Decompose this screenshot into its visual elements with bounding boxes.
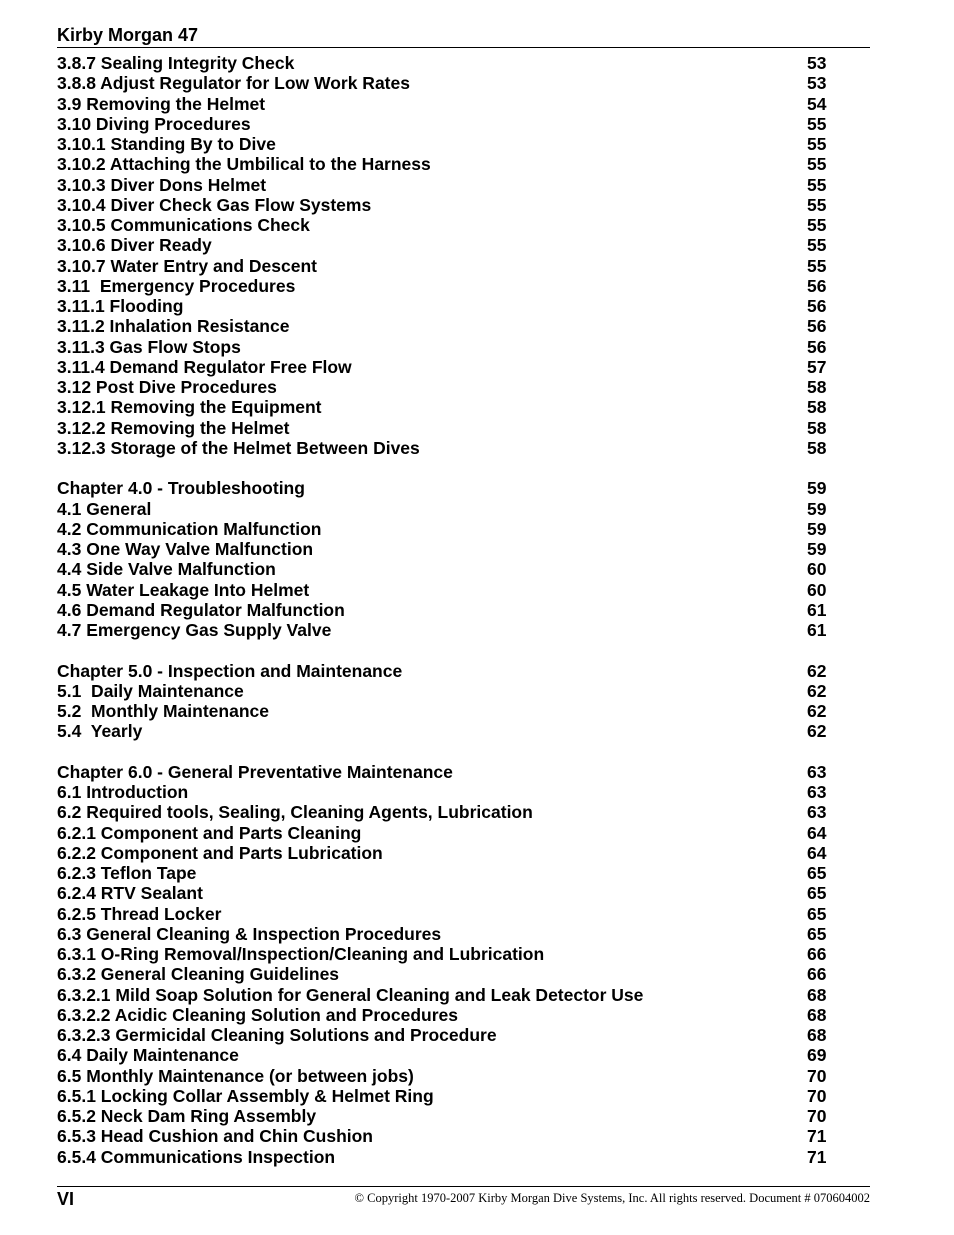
- toc-entry[interactable]: [57, 357, 837, 377]
- toc-entry-page: 56: [807, 275, 827, 296]
- toc-entry-title: 4.1 General: [57, 498, 152, 519]
- toc-entry-title: 3.12 Post Dive Procedures: [57, 377, 277, 397]
- copyright-notice: © Copyright 1970-2007 Kirby Morgan Dive Systems, Inc. All rights reserved. Document # 070604002: [354, 1191, 870, 1205]
- toc-entry[interactable]: [57, 1147, 837, 1167]
- toc-entry-title: 4.5 Water Leakage Into Helmet: [57, 579, 310, 600]
- table-of-contents: [57, 53, 837, 1167]
- toc-entry-title: 6.2.4 RTV Sealant: [57, 883, 203, 904]
- toc-entry-title: 3.11.3 Gas Flow Stops: [57, 336, 241, 357]
- toc-entry-page: 62: [807, 701, 827, 721]
- toc-entry[interactable]: [57, 661, 837, 681]
- toc-entry-title: 3.12.2 Removing the Helmet: [57, 417, 290, 438]
- toc-entry[interactable]: [57, 701, 837, 721]
- toc-entry[interactable]: [57, 904, 837, 924]
- toc-entry[interactable]: [57, 863, 837, 883]
- toc-entry-page: 60: [807, 579, 827, 600]
- document-title: Kirby Morgan 47: [57, 25, 199, 45]
- toc-entry[interactable]: [57, 175, 837, 195]
- toc-entry[interactable]: [57, 397, 837, 417]
- toc-entry-page: 65: [807, 863, 827, 883]
- toc-entry-page: 63: [807, 802, 827, 823]
- toc-entry-page: 66: [807, 944, 827, 964]
- toc-entry-title: 6.5 Monthly Maintenance (or between jobs): [57, 1065, 414, 1086]
- toc-entry-page: 70: [807, 1065, 827, 1086]
- toc-entry-page: 68: [807, 1004, 827, 1025]
- toc-entry[interactable]: [57, 580, 837, 600]
- toc-entry-page: 58: [807, 437, 827, 458]
- toc-entry[interactable]: [57, 782, 837, 802]
- toc-entry-title: 6.3.2.2 Acidic Cleaning Solution and Procedures: [57, 1004, 458, 1025]
- toc-entry-title: 3.10.3 Diver Dons Helmet: [57, 174, 267, 195]
- toc-entry-title: 6.2.1 Component and Parts Cleaning: [57, 822, 362, 843]
- toc-entry[interactable]: [57, 1086, 837, 1106]
- toc-entry-title: 3.11.2 Inhalation Resistance: [57, 316, 290, 337]
- toc-entry[interactable]: [57, 316, 837, 336]
- toc-entry-page: 69: [807, 1045, 827, 1066]
- toc-entry-title: 6.2 Required tools, Sealing, Cleaning Agents, Lubrication: [57, 802, 533, 823]
- toc-entry-page: 70: [807, 1085, 827, 1106]
- toc-entry-page: 71: [807, 1146, 827, 1167]
- toc-entry[interactable]: [57, 985, 837, 1005]
- toc-entry[interactable]: [57, 73, 837, 93]
- toc-entry-page: 59: [807, 478, 827, 499]
- toc-entry-title: 6.2.2 Component and Parts Lubrication: [57, 842, 383, 863]
- toc-entry-title: 6.5.3 Head Cushion and Chin Cushion: [57, 1126, 373, 1147]
- toc-entry[interactable]: [57, 762, 837, 782]
- toc-entry-title: 4.4 Side Valve Malfunction: [57, 559, 276, 580]
- toc-entry[interactable]: [57, 94, 837, 114]
- toc-entry-page: 70: [807, 1106, 827, 1126]
- toc-entry[interactable]: [57, 337, 837, 357]
- toc-entry-title: 6.5.2 Neck Dam Ring Assembly: [57, 1106, 317, 1126]
- toc-entry-page: 54: [807, 93, 827, 114]
- toc-entry[interactable]: [57, 377, 837, 397]
- toc-entry-title: 6.3.1 O-Ring Removal/Inspection/Cleaning and Lubrication: [57, 944, 545, 964]
- toc-entry-page: 62: [807, 721, 827, 742]
- toc-entry[interactable]: [57, 681, 837, 701]
- toc-entry-title: 3.9 Removing the Helmet: [57, 93, 266, 114]
- toc-entry[interactable]: [57, 823, 837, 843]
- toc-entry[interactable]: [57, 620, 837, 640]
- toc-entry[interactable]: [57, 418, 837, 438]
- toc-entry-title: 4.2 Communication Malfunction: [57, 518, 322, 539]
- toc-entry[interactable]: [57, 195, 837, 215]
- page-footer: [57, 1186, 870, 1209]
- toc-entry-page: 59: [807, 518, 827, 539]
- toc-entry[interactable]: [57, 114, 837, 134]
- toc-entry[interactable]: [57, 721, 837, 741]
- toc-entry-title: 6.4 Daily Maintenance: [57, 1045, 239, 1066]
- toc-entry-title: 3.11.4 Demand Regulator Free Flow: [57, 356, 352, 377]
- toc-entry-title: 3.12.3 Storage of the Helmet Between Dives: [57, 437, 420, 458]
- toc-entry[interactable]: [57, 53, 837, 73]
- toc-entry[interactable]: [57, 1066, 837, 1086]
- toc-entry-page: 71: [807, 1126, 827, 1147]
- toc-entry[interactable]: [57, 1045, 837, 1065]
- toc-entry-page: 58: [807, 417, 827, 438]
- toc-entry[interactable]: [57, 964, 837, 984]
- toc-entry-page: 68: [807, 984, 827, 1005]
- toc-entry-title: 5.4 Yearly: [57, 721, 143, 742]
- toc-entry-page: 56: [807, 336, 827, 357]
- toc-entry-title: 3.10.2 Attaching the Umbilical to the Harness: [57, 154, 431, 175]
- toc-entry-title: 6.1 Introduction: [57, 782, 189, 802]
- toc-entry-title: 4.6 Demand Regulator Malfunction: [57, 599, 345, 620]
- toc-entry[interactable]: [57, 924, 837, 944]
- toc-entry-title: 6.2.5 Thread Locker: [57, 903, 222, 924]
- toc-entry[interactable]: [57, 559, 837, 579]
- toc-entry-title: Chapter 5.0 - Inspection and Maintenance: [57, 660, 403, 681]
- toc-entry-page: 55: [807, 154, 827, 175]
- toc-entry[interactable]: [57, 519, 837, 539]
- toc-entry-title: 3.10.5 Communications Check: [57, 215, 310, 235]
- toc-entry-page: 56: [807, 296, 827, 316]
- toc-entry-page: 55: [807, 255, 827, 276]
- toc-entry-title: 4.3 One Way Valve Malfunction: [57, 539, 314, 559]
- toc-entry-page: 55: [807, 215, 827, 235]
- toc-entry-page: 60: [807, 559, 827, 580]
- toc-entry[interactable]: [57, 883, 837, 903]
- toc-entry-title: 3.10.4 Diver Check Gas Flow Systems: [57, 194, 372, 215]
- toc-entry-title: 6.3 General Cleaning & Inspection Procedures: [57, 923, 442, 944]
- toc-entry[interactable]: [57, 134, 837, 154]
- toc-entry[interactable]: [57, 276, 837, 296]
- toc-entry-page: 53: [807, 73, 827, 94]
- toc-entry[interactable]: [57, 235, 837, 255]
- toc-entry-title: Chapter 4.0 - Troubleshooting: [57, 478, 305, 499]
- toc-entry-title: 4.7 Emergency Gas Supply Valve: [57, 620, 332, 640]
- toc-entry-page: 65: [807, 883, 827, 904]
- toc-entry-page: 63: [807, 782, 827, 802]
- toc-entry-page: 55: [807, 174, 827, 195]
- toc-entry-page: 53: [807, 53, 827, 73]
- toc-entry[interactable]: [57, 600, 837, 620]
- toc-entry-page: 68: [807, 1025, 827, 1045]
- toc-entry-page: 58: [807, 377, 827, 397]
- toc-entry-page: 58: [807, 397, 827, 418]
- toc-entry[interactable]: [57, 478, 837, 498]
- toc-entry[interactable]: [57, 802, 837, 822]
- section-spacer: [57, 640, 837, 660]
- toc-entry-page: 66: [807, 964, 827, 985]
- section-spacer: [57, 742, 837, 762]
- toc-entry-page: 61: [807, 620, 827, 640]
- toc-entry-page: 61: [807, 599, 827, 620]
- toc-entry-page: 57: [807, 356, 827, 377]
- toc-entry-title: 5.1 Daily Maintenance: [57, 680, 244, 701]
- toc-entry-page: 64: [807, 842, 827, 863]
- toc-entry-title: 3.10.7 Water Entry and Descent: [57, 255, 318, 276]
- toc-entry-title: 6.5.4 Communications Inspection: [57, 1146, 336, 1167]
- toc-entry-title: Chapter 6.0 - General Preventative Maintenance: [57, 761, 453, 782]
- toc-entry[interactable]: [57, 499, 837, 519]
- toc-entry-page: 55: [807, 113, 827, 134]
- toc-entry-page: 56: [807, 316, 827, 337]
- toc-entry-title: 6.3.2.3 Germicidal Cleaning Solutions and Procedure: [57, 1025, 497, 1045]
- toc-entry-title: 6.3.2 General Cleaning Guidelines: [57, 964, 340, 985]
- toc-entry[interactable]: [57, 944, 837, 964]
- toc-entry-title: 3.8.7 Sealing Integrity Check: [57, 53, 295, 73]
- toc-entry-title: 3.10.6 Diver Ready: [57, 235, 212, 256]
- toc-entry-page: 59: [807, 539, 827, 559]
- toc-entry[interactable]: [57, 539, 837, 559]
- toc-entry-title: 3.12.1 Removing the Equipment: [57, 397, 322, 418]
- toc-entry[interactable]: [57, 296, 837, 316]
- toc-entry-title: 3.11.1 Flooding: [57, 296, 184, 316]
- toc-entry-page: 55: [807, 235, 827, 256]
- toc-entry-page: 55: [807, 194, 827, 215]
- toc-entry-page: 64: [807, 822, 827, 843]
- toc-entry[interactable]: [57, 1126, 837, 1146]
- toc-entry-title: 3.10 Diving Procedures: [57, 113, 251, 134]
- toc-entry[interactable]: [57, 256, 837, 276]
- toc-entry-title: 6.2.3 Teflon Tape: [57, 863, 197, 883]
- toc-entry-title: 3.10.1 Standing By to Dive: [57, 134, 276, 154]
- toc-entry[interactable]: [57, 215, 837, 235]
- toc-entry[interactable]: [57, 154, 837, 174]
- page-number: VI: [57, 1189, 75, 1209]
- toc-entry-title: 5.2 Monthly Maintenance: [57, 701, 269, 721]
- toc-entry[interactable]: [57, 438, 837, 458]
- toc-entry-title: 3.11 Emergency Procedures: [57, 275, 296, 296]
- toc-entry-page: 62: [807, 680, 827, 701]
- toc-entry-page: 63: [807, 761, 827, 782]
- toc-entry[interactable]: [57, 843, 837, 863]
- toc-entry-page: 65: [807, 923, 827, 944]
- section-spacer: [57, 458, 837, 478]
- page-header: [57, 25, 870, 48]
- toc-entry-page: 55: [807, 134, 827, 154]
- toc-entry[interactable]: [57, 1025, 837, 1045]
- toc-entry-page: 59: [807, 498, 827, 519]
- toc-entry[interactable]: [57, 1106, 837, 1126]
- toc-entry-page: 62: [807, 660, 827, 681]
- toc-entry[interactable]: [57, 1005, 837, 1025]
- toc-entry-page: 65: [807, 903, 827, 924]
- toc-entry-title: 6.3.2.1 Mild Soap Solution for General Cleaning and Leak Detector Use: [57, 984, 644, 1005]
- toc-entry-title: 6.5.1 Locking Collar Assembly & Helmet Ring: [57, 1085, 434, 1106]
- toc-entry-title: 3.8.8 Adjust Regulator for Low Work Rates: [57, 73, 410, 94]
